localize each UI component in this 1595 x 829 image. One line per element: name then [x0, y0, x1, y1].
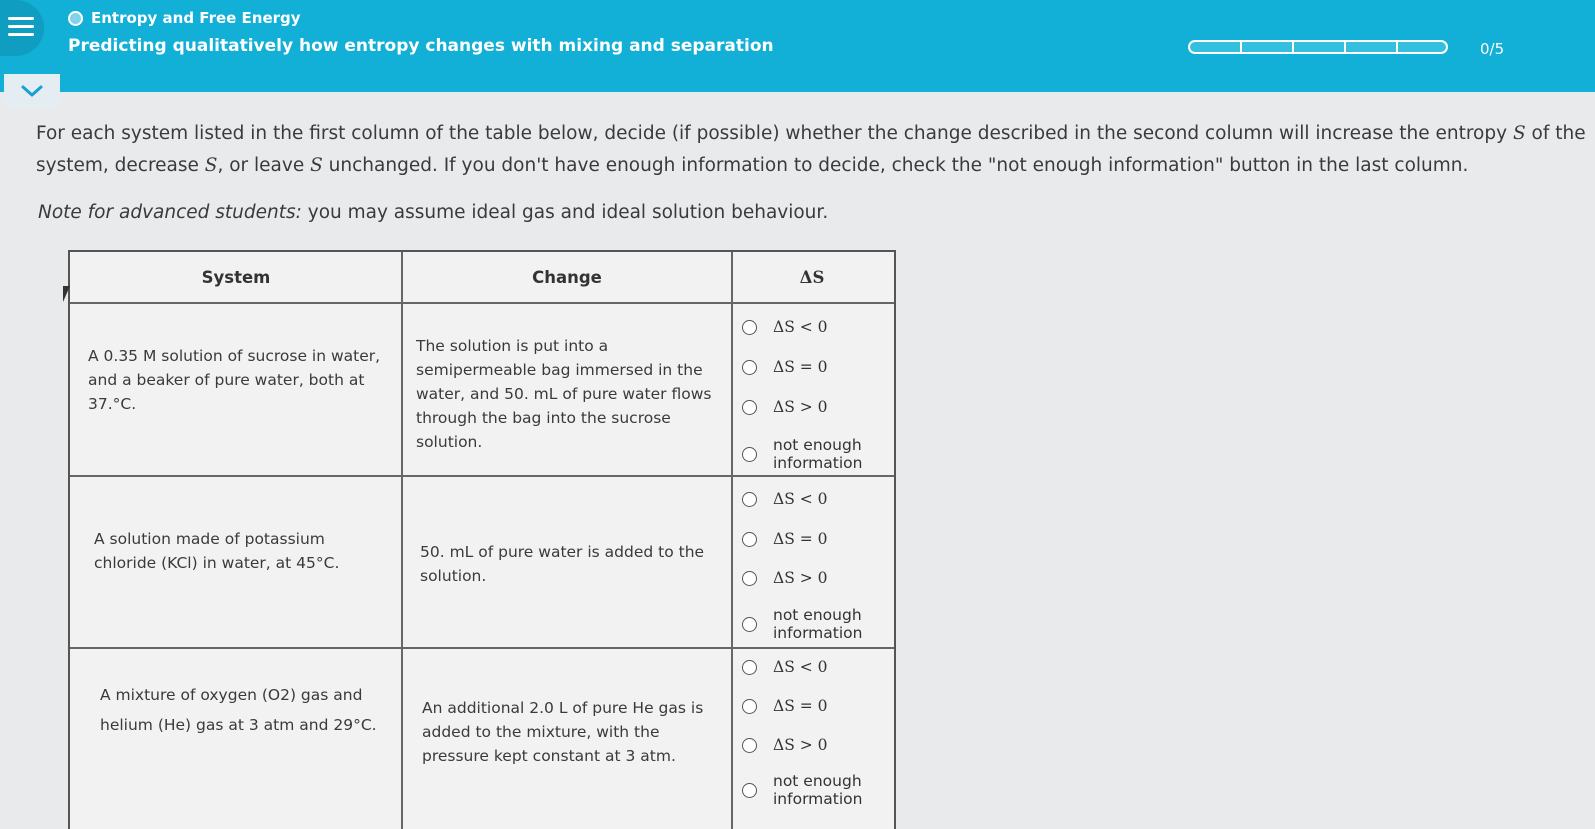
- option-label: not enough information: [773, 606, 863, 642]
- instructions-text: unchanged. If you don't have enough information to decide, check the "not enough information" button in the last column.: [322, 155, 1469, 176]
- menu-icon: [8, 33, 34, 36]
- radio-button[interactable]: [742, 571, 757, 586]
- radio-button[interactable]: [742, 617, 757, 632]
- row-divider: [70, 475, 894, 477]
- option-row2-gt[interactable]: [742, 569, 828, 587]
- option-label: ΔS = 0: [773, 697, 828, 715]
- chevron-down-icon: [20, 84, 44, 98]
- option-label: ΔS > 0: [773, 398, 828, 416]
- system-cell-2: A solution made of potassium chloride (KCl) in water, at 45°C.: [94, 530, 340, 572]
- header-change: Change: [532, 267, 602, 287]
- change-cell-1: The solution is put into a semipermeable bag immersed in the water, and 50. mL of pure water flows through the bag into the sucrose solution.: [416, 337, 712, 451]
- option-label: ΔS = 0: [773, 358, 828, 376]
- option-row1-lt[interactable]: [742, 318, 828, 336]
- option-row3-eq[interactable]: [742, 697, 828, 715]
- progress-segment: [1292, 40, 1344, 54]
- row-divider: [70, 302, 894, 304]
- radio-button[interactable]: [742, 660, 757, 675]
- topic-dot-icon: [68, 11, 83, 26]
- radio-button[interactable]: [742, 738, 757, 753]
- instructions-text: , or leave: [217, 155, 311, 176]
- entropy-table: [68, 250, 896, 829]
- menu-button[interactable]: [0, 0, 44, 56]
- instructions-text: For each system listed in the first column of the table below, decide (if possible) whether the change described in the second column will increase the entropy: [36, 123, 1513, 144]
- progress-segment: [1396, 40, 1448, 54]
- header-delta-s: ΔS: [799, 267, 825, 287]
- option-row3-ne[interactable]: [742, 772, 882, 808]
- option-row1-gt[interactable]: [742, 398, 828, 416]
- topic-row: [68, 9, 301, 27]
- column-divider: [731, 252, 733, 829]
- entropy-symbol: S: [310, 155, 323, 176]
- option-row2-eq[interactable]: [742, 530, 828, 548]
- option-row2-ne[interactable]: [742, 606, 882, 642]
- option-row1-eq[interactable]: [742, 358, 828, 376]
- radio-button[interactable]: [742, 320, 757, 335]
- header-bar: [0, 0, 1595, 92]
- option-label: ΔS > 0: [773, 569, 828, 587]
- progress-segment: [1344, 40, 1396, 54]
- progress-bar: [1188, 40, 1448, 54]
- option-row3-lt[interactable]: [742, 658, 828, 676]
- radio-button[interactable]: [742, 360, 757, 375]
- radio-button[interactable]: [742, 699, 757, 714]
- advanced-note: [38, 202, 828, 223]
- radio-button[interactable]: [742, 400, 757, 415]
- menu-icon: [8, 17, 34, 20]
- system-cell-3: A mixture of oxygen (O2) gas and helium (He) gas at 3 atm and 29°C.: [100, 686, 377, 734]
- option-label: not enough information: [773, 772, 863, 808]
- option-label: not enough information: [773, 436, 863, 472]
- radio-button[interactable]: [742, 532, 757, 547]
- radio-button[interactable]: [742, 783, 757, 798]
- progress-segment: [1240, 40, 1292, 54]
- row-divider: [70, 647, 894, 649]
- progress-segment: [1188, 40, 1240, 54]
- instructions: [36, 118, 1595, 182]
- option-row1-ne[interactable]: [742, 436, 882, 472]
- header-system: System: [201, 267, 271, 287]
- lesson-title: Predicting qualitatively how entropy changes with mixing and separation: [68, 36, 774, 56]
- option-label: ΔS < 0: [773, 318, 828, 336]
- change-cell-3: An additional 2.0 L of pure He gas is added to the mixture, with the pressure kept constant at 3 atm.: [422, 699, 704, 765]
- note-label: Note for advanced students:: [38, 202, 302, 223]
- mouse-cursor-icon: [63, 286, 70, 302]
- option-label: ΔS > 0: [773, 736, 828, 754]
- radio-button[interactable]: [742, 492, 757, 507]
- option-row3-gt[interactable]: [742, 736, 828, 754]
- radio-button[interactable]: [742, 447, 757, 462]
- option-label: ΔS < 0: [773, 490, 828, 508]
- collapse-button[interactable]: [4, 74, 60, 108]
- change-cell-2: 50. mL of pure water is added to the solution.: [420, 543, 705, 585]
- option-label: ΔS = 0: [773, 530, 828, 548]
- menu-icon: [8, 25, 34, 28]
- topic-label: Entropy and Free Energy: [91, 9, 301, 27]
- entropy-symbol: S: [204, 155, 218, 176]
- note-text: you may assume ideal gas and ideal solution behaviour.: [301, 202, 829, 223]
- progress-count: 0/5: [1480, 40, 1505, 58]
- option-row2-lt[interactable]: [742, 490, 828, 508]
- entropy-symbol: S: [1512, 123, 1526, 144]
- system-cell-1: A 0.35 M solution of sucrose in water, and a beaker of pure water, both at 37.°C.: [88, 347, 381, 413]
- instructions-text: of the system, decrease: [36, 123, 1586, 176]
- column-divider: [401, 252, 403, 829]
- option-label: ΔS < 0: [773, 658, 828, 676]
